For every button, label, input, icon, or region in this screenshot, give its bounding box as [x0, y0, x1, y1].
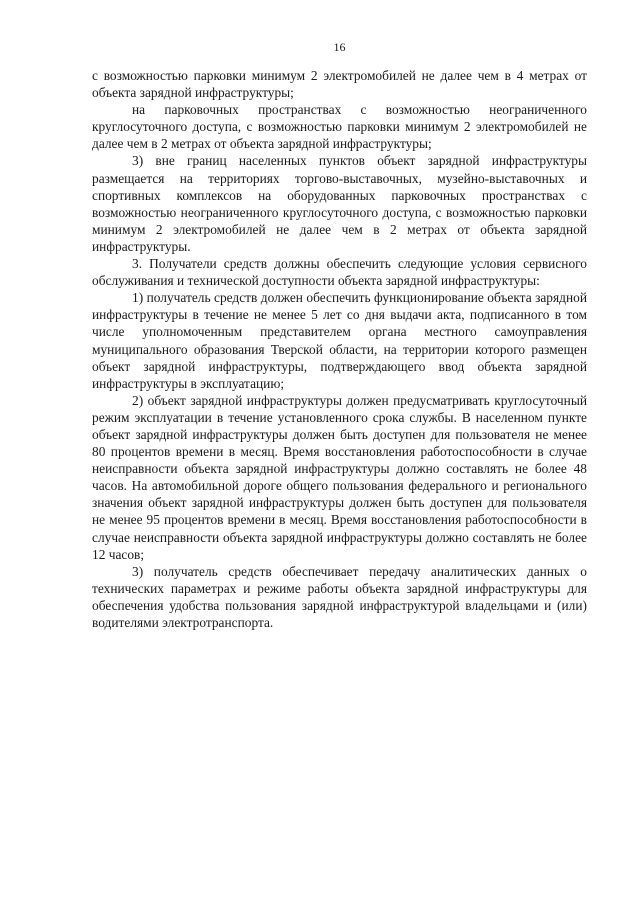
paragraph-3: 3) вне границ населенных пунктов объект зарядной инфраструктуры размещается на территориях торгово-выставочных, музейно-выставочных и спортивных комплексов на оборудованных парковочных пространствах с возможностью неограниченного круглосуточного доступа, с возможностью парковки минимум 2 электромобилей не далее чем в 2 метрах от объекта зарядной инфраструктуры.: [92, 153, 587, 254]
paragraph-5: 1) получатель средств должен обеспечить функционирование объекта зарядной инфраструктуры в течение не менее 5 лет со дня выдачи акта, подписанного в том числе уполномоченным представителем органа местного самоуправления муниципального образования Тверской области, на территории которого размещен объект зарядной инфраструктуры, подтверждающего ввод объекта зарядной инфраструктуры в эксплуатацию;: [92, 290, 587, 391]
page-number: 16: [333, 40, 346, 54]
paragraph-2: на парковочных пространствах с возможностью неограниченного круглосуточного доступа, с возможностью парковки минимум 2 электромобилей не далее чем в 2 метрах от объекта зарядной инфраструктуры;: [92, 102, 587, 152]
paragraph-4: 3. Получатели средств должны обеспечить следующие условия сервисного обслуживания и технической доступности объекта зарядной инфраструктуры:: [92, 256, 587, 289]
paragraph-1: с возможностью парковки минимум 2 электромобилей не далее чем в 4 метрах от объекта зарядной инфраструктуры;: [92, 68, 587, 101]
paragraph-6: 2) объект зарядной инфраструктуры должен предусматривать круглосуточный режим эксплуатации в течение установленного срока службы. В населенном пункте объект зарядной инфраструктуры должен быть доступен для пользователя не менее 80 процентов времени в месяц. Время восстановления работоспособности в случае неисправности объекта зарядной инфраструктуры должно составлять не более 48 часов. На автомобильной дороге общего пользования федерального и регионального значения объект зарядной инфраструктуры должен быть доступен для пользователя не менее 95 процентов времени в месяц. Время восстановления работоспособности в случае неисправности объекта зарядной инфраструктуры должно составлять не более 12 часов;: [92, 392, 587, 562]
document-page: [92, 40, 587, 631]
paragraph-7: 3) получатель средств обеспечивает передачу аналитических данных о технических параметрах и режиме работы объекта зарядной инфраструктуры для обеспечения удобства пользования зарядной инфраструктурой владельцами и (или) водителями электротранспорта.: [92, 563, 587, 630]
